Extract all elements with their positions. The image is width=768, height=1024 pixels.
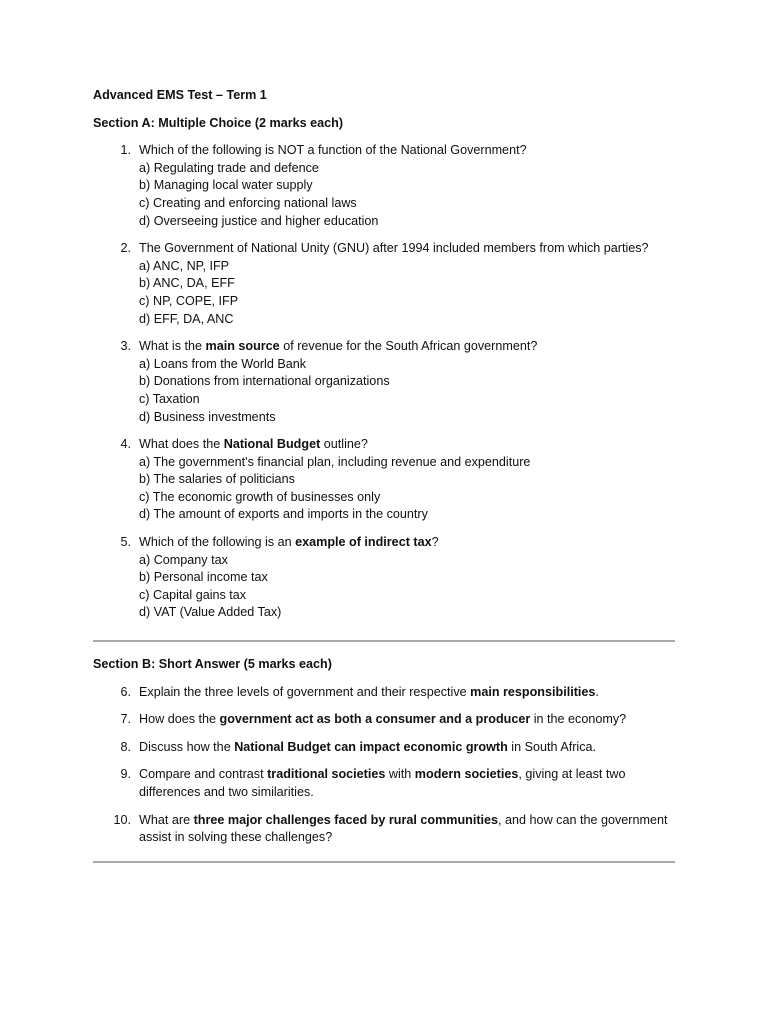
option-d: d) Business investments <box>139 409 276 424</box>
option-c: c) NP, COPE, IFP <box>139 293 239 308</box>
question-number: 7. <box>120 712 131 727</box>
question-number: 9. <box>120 767 131 782</box>
option-d: d) EFF, DA, ANC <box>139 311 234 326</box>
question-3 <box>93 338 683 426</box>
question-text: Explain the three levels of government and their respective main responsibilities. <box>139 684 599 699</box>
question-text: Which of the following is an example of indirect tax? <box>139 535 439 550</box>
question-1 <box>93 142 683 230</box>
question-5 <box>93 534 683 622</box>
option-b: b) Managing local water supply <box>139 178 313 193</box>
question-number: 6. <box>120 684 131 699</box>
option-a: a) The government's financial plan, including revenue and expenditure <box>139 454 531 469</box>
option-c: c) Creating and enforcing national laws <box>139 195 357 210</box>
question-7 <box>93 711 683 729</box>
question-text: The Government of National Unity (GNU) after 1994 included members from which parties? <box>139 241 649 256</box>
section-b-title: Section B: Short Answer (5 marks each) <box>93 657 332 672</box>
question-text: Compare and contrast traditional societies with modern societies, giving at least two differences and two similarities. <box>139 767 626 799</box>
question-8 <box>93 739 683 757</box>
question-number: 10. <box>113 812 131 827</box>
option-a: a) Regulating trade and defence <box>139 160 319 175</box>
question-text: How does the government act as both a consumer and a producer in the economy? <box>139 712 627 727</box>
option-a: a) Loans from the World Bank <box>139 356 307 371</box>
option-b: b) Personal income tax <box>139 570 268 585</box>
question-text: What does the National Budget outline? <box>139 437 368 452</box>
end-divider <box>93 861 675 863</box>
section-a-title: Section A: Multiple Choice (2 marks each) <box>93 115 344 130</box>
question-4 <box>93 436 683 524</box>
document-content <box>93 87 683 863</box>
option-a: a) ANC, NP, IFP <box>139 258 230 273</box>
option-c: c) The economic growth of businesses only <box>139 489 381 504</box>
question-number: 5. <box>120 535 131 550</box>
test-title: Advanced EMS Test – Term 1 <box>93 88 267 102</box>
question-10 <box>93 812 683 847</box>
question-number: 3. <box>120 339 131 354</box>
question-6 <box>93 684 683 702</box>
option-c: c) Capital gains tax <box>139 587 247 602</box>
option-c: c) Taxation <box>139 391 200 406</box>
option-b: b) Donations from international organizations <box>139 374 390 389</box>
option-d: d) VAT (Value Added Tax) <box>139 605 282 620</box>
question-number: 2. <box>120 241 131 256</box>
option-d: d) Overseeing justice and higher education <box>139 213 379 228</box>
question-2 <box>93 240 683 328</box>
question-text: Discuss how the National Budget can impact economic growth in South Africa. <box>139 739 597 754</box>
option-b: b) ANC, DA, EFF <box>139 276 235 291</box>
option-a: a) Company tax <box>139 552 228 567</box>
question-text: Which of the following is NOT a function of the National Government? <box>139 143 527 158</box>
question-9 <box>93 766 683 801</box>
question-number: 1. <box>120 143 131 158</box>
option-b: b) The salaries of politicians <box>139 472 295 487</box>
option-d: d) The amount of exports and imports in the country <box>139 507 428 522</box>
question-number: 4. <box>120 437 131 452</box>
question-text: What is the main source of revenue for the South African government? <box>139 339 538 354</box>
question-text: What are three major challenges faced by rural communities, and how can the government assist in solving these challenges? <box>139 812 668 845</box>
question-number: 8. <box>120 739 131 754</box>
section-divider <box>93 640 675 642</box>
